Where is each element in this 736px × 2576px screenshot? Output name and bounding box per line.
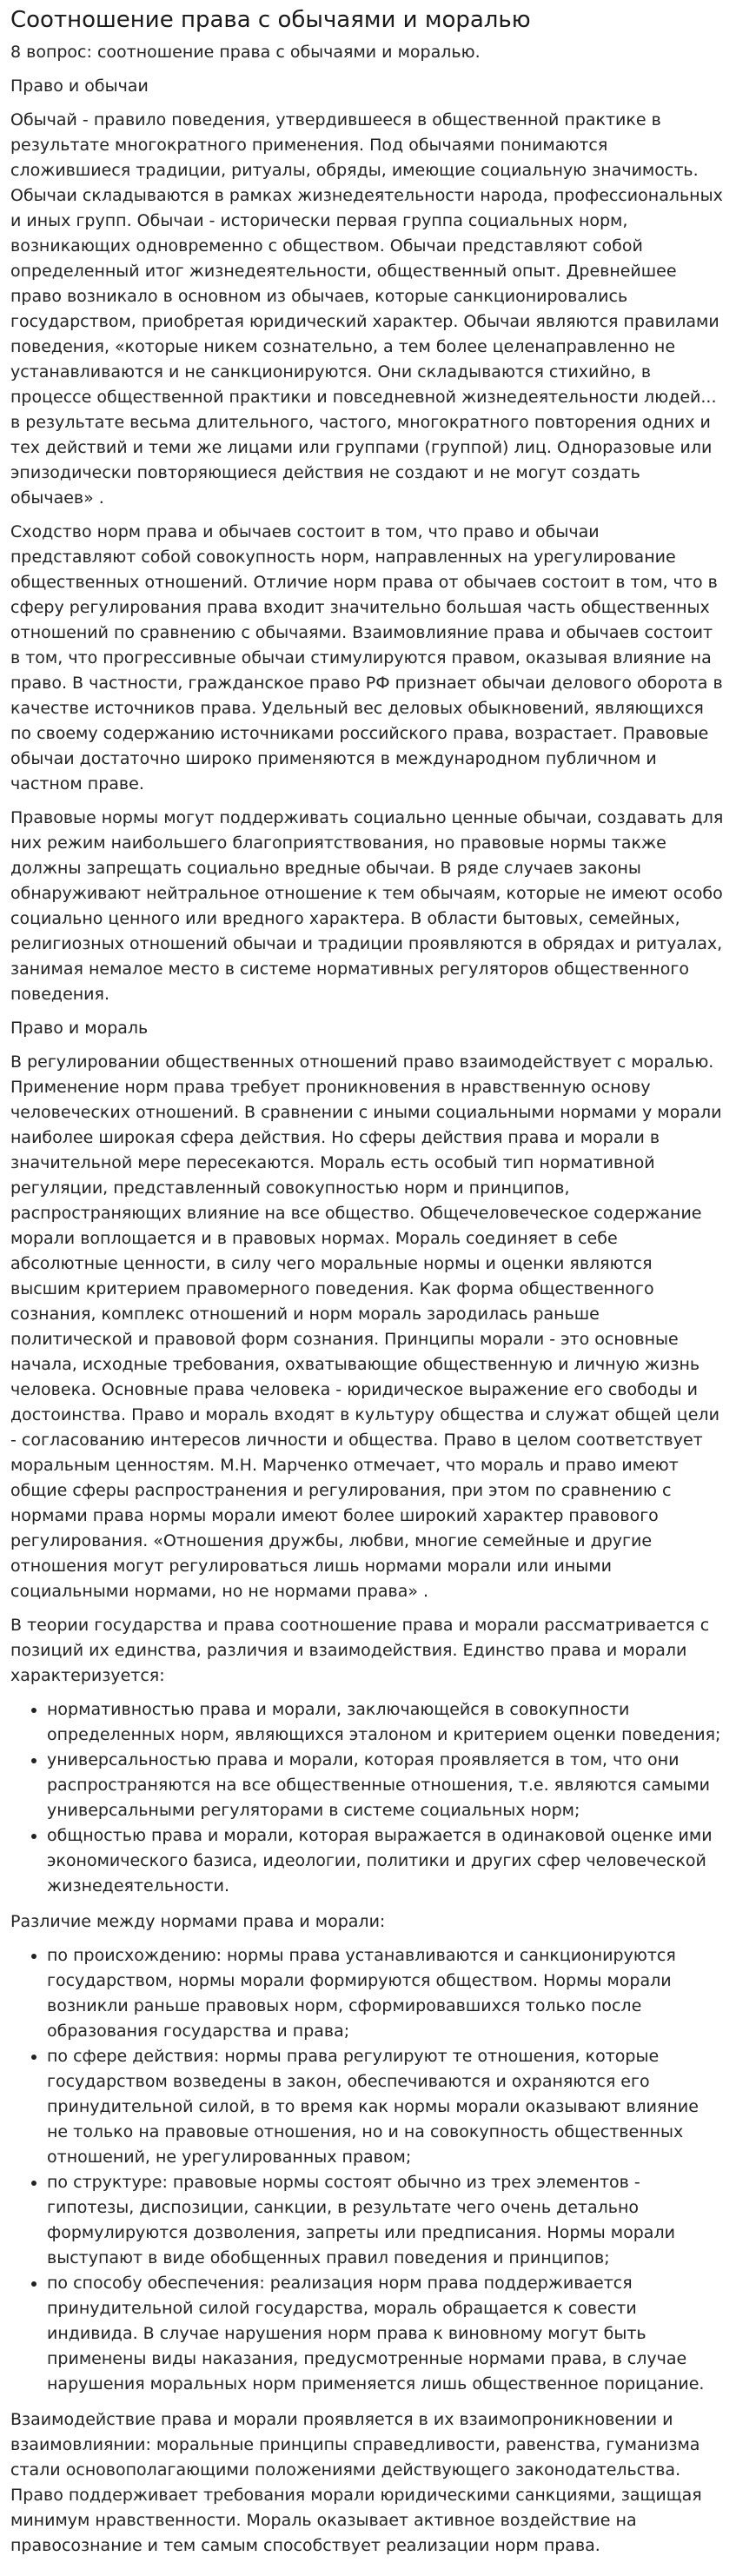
differences-list (10, 1943, 724, 2397)
list-item: • по способу обеспечения: реализация норм права поддерживается принудительной силой государства, мораль обращается к совести индивида. В случае нарушения норм права к виновному могут быть применены виды наказания, предусмотренные нормами права, в случае нарушения моральных норм применяется лишь общественное порицание. (47, 2271, 724, 2397)
question-line: 8 вопрос: соотношение права с обычаями и моралью. (10, 43, 481, 62)
conclusion-paragraph: Взаимодействие права и морали проявляется в их взаимопроникновении и взаимовлиянии: моральные принципы справедливости, равенства, гуманизма стали основополагающими положениями действующего законодательства. Право поддерживает требования морали юридическими санкциями, защищая минимум нравственности. Мораль оказывает активное воздействие на правосознание и тем самым способствует реализации норм права. (10, 2410, 702, 2555)
differences-intro: Различие между нормами права и морали: (10, 1912, 386, 1931)
list-item: • нормативностью права и морали, заключающейся в совокупности определенных норм, являющихся эталоном и критерием оценки поведения; (47, 1697, 724, 1748)
page-title: Соотношение права с обычаями и моралью (10, 7, 531, 33)
paragraph: Правовые нормы могут поддерживать социально ценные обычаи, создавать для них режим наибольшего благоприятствования, но правовые нормы также должны запрещать социально вредные обычаи. В ряде случаев законы обнаруживают нейтральное отношение к тем обычаям, которые не имеют особо социально ценного или вредного характера. В области бытовых, семейных, религиозных отношений обычаи и традиции проявляются в обрядах и ритуалах, занимая немалое место в системе нормативных регуляторов общественного поведения. (10, 808, 724, 1004)
paragraph: В теории государства и права соотношение права и морали рассматривается с позиций их единства, различия и взаимодействия. Единство права и морали характеризуется: (10, 1616, 710, 1685)
list-item: • универсальностью права и морали, которая проявляется в том, что они распространяются на все общественные отношения, т.е. являются самыми универсальными регуляторами в системе социальных норм; (47, 1748, 724, 1823)
paragraph: Сходство норм права и обычаев состоит в том, что право и обычаи представляют собой совокупность норм, направленных на урегулирование общественных отношений. Отличие норм права от обычаев состоит в том, что в сферу регулирования права входит значительно большая часть общественных отношений по сравнению с обычаями. Взаимовлияние права и обычаев состоит в том, что прогрессивные обычаи стимулируются правом, оказывая влияние на право. В частности, гражданское право РФ признает обычаи делового оборота в качестве источников права. Удельный вес деловых обыкновений, являющихся по своему содержанию источниками российского права, возрастает. Правовые обычаи достаточно широко применяются в международном публичном и частном праве. (10, 522, 723, 793)
section-heading-law-and-morality: Право и мораль (10, 1019, 149, 1038)
list-item: • общностью права и морали, которая выражается в одинаковой оценке ими экономического базиса, идеологии, политики и других сфер человеческой жизнедеятельности. (47, 1823, 724, 1899)
paragraph: Обычай - правило поведения, утвердившееся в общественной практике в результате многократного применения. Под обычаями понимаются сложившиеся традиции, ритуалы, обряды, имеющие социальную значимость. Обычаи складываются в рамках жизнедеятельности народа, профессиональных и иных групп. Обычаи - исторически первая группа социальных норм, возникающих одновременно с обществом. Обычаи представляют собой определенный итог жизнедеятельности, общественный опыт. Древнейшее право возникало в основном из обычаев, которые санкционировались государством, приобретая юридический характер. Обычаи являются правилами поведения, «которые никем сознательно, а тем более целенаправленно не устанавливаются и не санкционируются. Они складываются стихийно, в процессе общественной практики и повседневной жизнедеятельности людей... в результате весьма длительного, частого, многократного повторения одних и тех действий и теми же лицами или группами (группой) лиц. Одноразовые или эпизодически повторяющиеся действия не создают и не могут создать обычаев» . (10, 110, 723, 508)
list-item: • по структуре: правовые нормы состоят обычно из трех элементов - гипотезы, диспозиции, санкции, в результате чего очень детально формулируются дозволения, запреты или предписания. Нормы морали выступают в виде обобщенных правил поведения и принципов; (47, 2170, 724, 2271)
list-item: • по сфере действия: нормы права регулируют те отношения, которые государством возведены в закон, обеспечиваются и охраняются его принудительной силой, в то время как нормы морали оказывают влияние не только на правовые отношения, но и на совокупность общественных отношений, не урегулированных правом; (47, 2044, 724, 2170)
paragraph: В регулировании общественных отношений право взаимодействует с моралью. Применение норм права требует проникновения в нравственную основу человеческих отношений. В сравнении с иными социальными нормами у морали наиболее широкая сфера действия. Но сферы действия права и морали в значительной мере пересекаются. Мораль есть особый тип нормативной регуляции, представленный совокупностью норм и принципов, распространяющих влияние на все общество. Общечеловеческое содержание морали воплощается и в правовых нормах. Мораль соединяет в себе абсолютные ценности, в силу чего моральные нормы и оценки являются высшим критерием правомерного поведения. Как форма общественного сознания, комплекс отношений и норм мораль зародилась раньше политической и правовой форм сознания. Принципы морали - это основные начала, исходные требования, охватывающие общественную и личную жизнь человека. Основные права человека - юридическое выражение его свободы и достоинства. Право и мораль входят в культуру общества и служат общей цели - согласованию интересов личности и общества. Право в целом соответствует моральным ценностям. М.Н. Марченко отмечает, что мораль и право имеют общие сферы распространения и регулирования, при этом по сравнению с нормами права нормы морали имеют более широкий характер правового регулирования. «Отношения дружбы, любви, многие семейные и другие отношения могут регулироваться лишь нормами морали или иными социальными нормами, но не нормами права» . (10, 1052, 722, 1601)
section-heading-law-and-customs: Право и обычаи (10, 76, 149, 96)
unity-list (10, 1697, 724, 1899)
list-item: • по происхождению: нормы права устанавливаются и санкционируются государством, нормы морали формируются обществом. Нормы морали возникли раньше правовых норм, сформировавшихся только после образования государства и права; (47, 1943, 724, 2044)
